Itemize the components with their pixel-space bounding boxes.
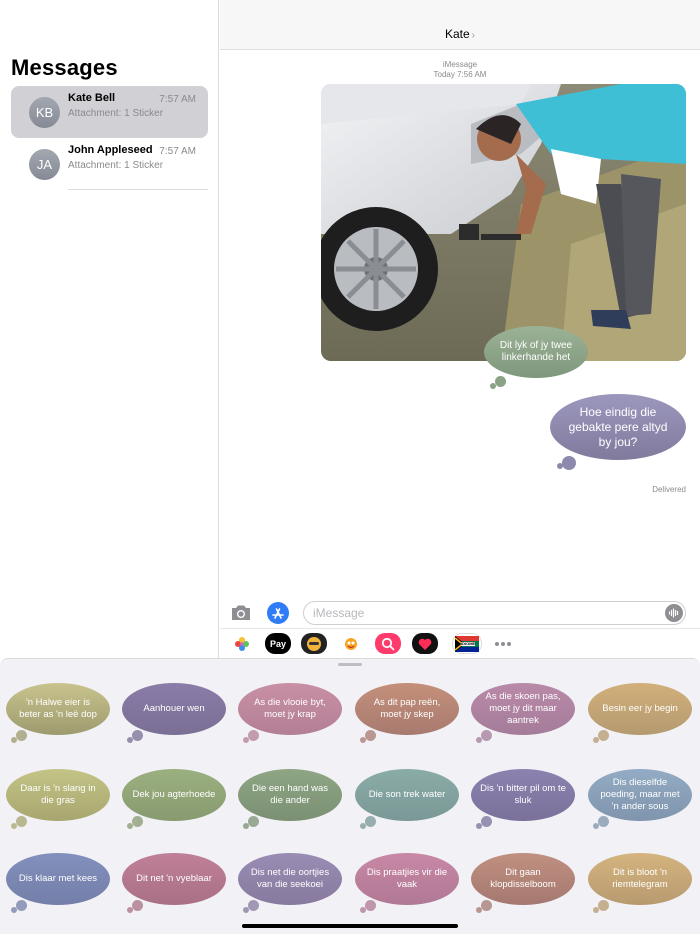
sticker-option[interactable]: [6, 853, 110, 905]
sticker-option-text: Dis praatjies vir die vaak: [366, 867, 448, 890]
conversation-name: Kate Bell: [68, 92, 116, 104]
conversation-preview: Attachment: 1 Sticker: [68, 108, 164, 119]
sticker-tail: [248, 816, 259, 827]
sticker-tail: [598, 816, 609, 827]
divider: [68, 189, 208, 190]
sticker-tail: [132, 816, 143, 827]
sticker-option-text: Dit gaan klopdisselboom: [490, 867, 556, 890]
sent-sticker[interactable]: [550, 394, 686, 460]
sticker-tail: [495, 376, 506, 387]
photo-sticker[interactable]: [484, 326, 588, 378]
sticker-tail: [16, 730, 27, 741]
photos-icon: [234, 636, 250, 652]
sticker-tail: [365, 816, 376, 827]
sticker-option-text: Besin eer jy begin: [602, 703, 678, 714]
sticker-option[interactable]: [238, 853, 342, 905]
contact-name-button[interactable]: [220, 27, 700, 41]
sticker-tail: [16, 900, 27, 911]
sticker-option[interactable]: [6, 769, 110, 821]
sticker-option-text: Aanhouer wen: [143, 703, 205, 714]
sticker-tail: [132, 730, 143, 741]
sticker-option[interactable]: [355, 683, 459, 735]
sticker-tail: [598, 900, 609, 911]
idiome-app-button[interactable]: [452, 633, 482, 654]
sticker-option[interactable]: [355, 853, 459, 905]
drawer-grabber[interactable]: [338, 663, 362, 666]
sticker-tail: [365, 730, 376, 741]
sticker-option-text: Dek jou agterhoede: [132, 789, 216, 800]
camera-button[interactable]: [231, 604, 251, 621]
sticker-tail: [481, 816, 492, 827]
photo-message[interactable]: [321, 84, 686, 361]
sticker-tail: [562, 456, 576, 470]
sticker-option[interactable]: [122, 683, 226, 735]
camera-icon: [231, 604, 251, 621]
sticker-option[interactable]: [471, 769, 575, 821]
audio-message-button[interactable]: [665, 604, 683, 622]
sticker-tail: [481, 900, 492, 911]
sticker-tail: [248, 730, 259, 741]
photo-image: [321, 84, 686, 361]
photo-sticker-text: Dit lyk of jy twee linkerhande het: [499, 340, 573, 363]
animoji-icon: [343, 636, 359, 652]
sticker-tail: [16, 816, 27, 827]
image-search-icon: [380, 636, 396, 652]
sticker-tail: [481, 730, 492, 741]
more-icon: [494, 641, 512, 647]
sticker-tail: [132, 900, 143, 911]
sticker-option-text: Die een hand was die ander: [251, 783, 329, 806]
service-label: [220, 60, 700, 80]
chat-header: [220, 0, 700, 50]
avatar: KB: [29, 97, 60, 128]
sticker-option[interactable]: [122, 853, 226, 905]
contact-name: Kate: [444, 27, 470, 41]
sticker-drawer: [0, 658, 700, 934]
app-store-button[interactable]: [267, 602, 289, 624]
sticker-option-text: As die vlooie byt, moet jy krap: [254, 697, 326, 720]
conversation-name: John Appleseed: [68, 144, 153, 156]
sticker-option-text: Dis klaar met kees: [18, 873, 98, 884]
more-apps-button[interactable]: [490, 633, 516, 654]
imessage-app-strip: [220, 628, 700, 658]
sticker-option[interactable]: [238, 683, 342, 735]
sticker-option[interactable]: [122, 769, 226, 821]
sticker-option[interactable]: [355, 769, 459, 821]
memoji-app-button[interactable]: [301, 633, 327, 654]
sticker-tail: [598, 730, 609, 741]
sticker-option-text: Dis 'n bitter pil om te sluk: [480, 783, 566, 806]
avatar: JA: [29, 149, 60, 180]
home-indicator[interactable]: [242, 924, 458, 928]
app-store-icon: [271, 606, 285, 620]
sticker-option-text: Dis net die oortjies van die seekoei: [250, 867, 330, 890]
apple-pay-label: Pay: [269, 638, 286, 649]
sticker-option[interactable]: [588, 853, 692, 905]
apple-pay-app-button[interactable]: [265, 633, 291, 654]
waveform-icon: [668, 608, 680, 618]
sticker-option-text: Dit is bloot 'n riemtelegram: [612, 867, 668, 890]
sticker-option-text: Daar is 'n slang in die gras: [20, 783, 96, 806]
sticker-option[interactable]: [6, 683, 110, 735]
sticker-option[interactable]: [588, 683, 692, 735]
heart-icon: [417, 636, 433, 652]
sticker-tail: [365, 900, 376, 911]
message-timestamp: Today 7:56 AM: [433, 70, 487, 79]
sticker-option[interactable]: [471, 853, 575, 905]
animoji-app-button[interactable]: [338, 633, 364, 654]
sticker-option-text: Die son trek water: [368, 789, 446, 800]
conversation-sidebar: [0, 0, 219, 660]
conversation-item-john-appleseed[interactable]: [11, 138, 208, 190]
photos-app-button[interactable]: [229, 633, 255, 654]
sent-sticker-text: Hoe eindig die gebakte pere altyd by jou?: [568, 404, 668, 449]
sticker-option[interactable]: [471, 683, 575, 735]
chevron-right-icon: ›: [471, 30, 476, 41]
conversation-item-kate-bell[interactable]: [11, 86, 208, 138]
sticker-option-text: As dit pap reën, moet jy skep: [373, 697, 441, 720]
sticker-option-text: As die skoen pas, moet jy dit maar aantrek: [485, 691, 561, 726]
idiome-label: IDIOME: [461, 641, 476, 646]
sticker-option-text: Dis dieselfde poeding, maar met 'n ander sous: [600, 777, 680, 812]
sticker-tail: [248, 900, 259, 911]
sticker-option-text: Dit net 'n vyeblaar: [136, 873, 212, 884]
image-search-app-button[interactable]: [375, 633, 401, 654]
service-name: iMessage: [442, 60, 478, 69]
sidebar-title: Messages: [11, 55, 118, 80]
memoji-icon: [306, 636, 322, 652]
conversation-preview: Attachment: 1 Sticker: [68, 160, 164, 171]
message-input[interactable]: [303, 601, 686, 625]
delivery-status: Delivered: [652, 485, 686, 494]
conversation-time: 7:57 AM: [159, 146, 196, 157]
sticker-option[interactable]: [238, 769, 342, 821]
digital-touch-app-button[interactable]: [412, 633, 438, 654]
sticker-option-text: 'n Halwe eier is beter as 'n leë dop: [19, 697, 97, 720]
sticker-option[interactable]: [588, 769, 692, 821]
conversation-time: 7:57 AM: [159, 94, 196, 105]
